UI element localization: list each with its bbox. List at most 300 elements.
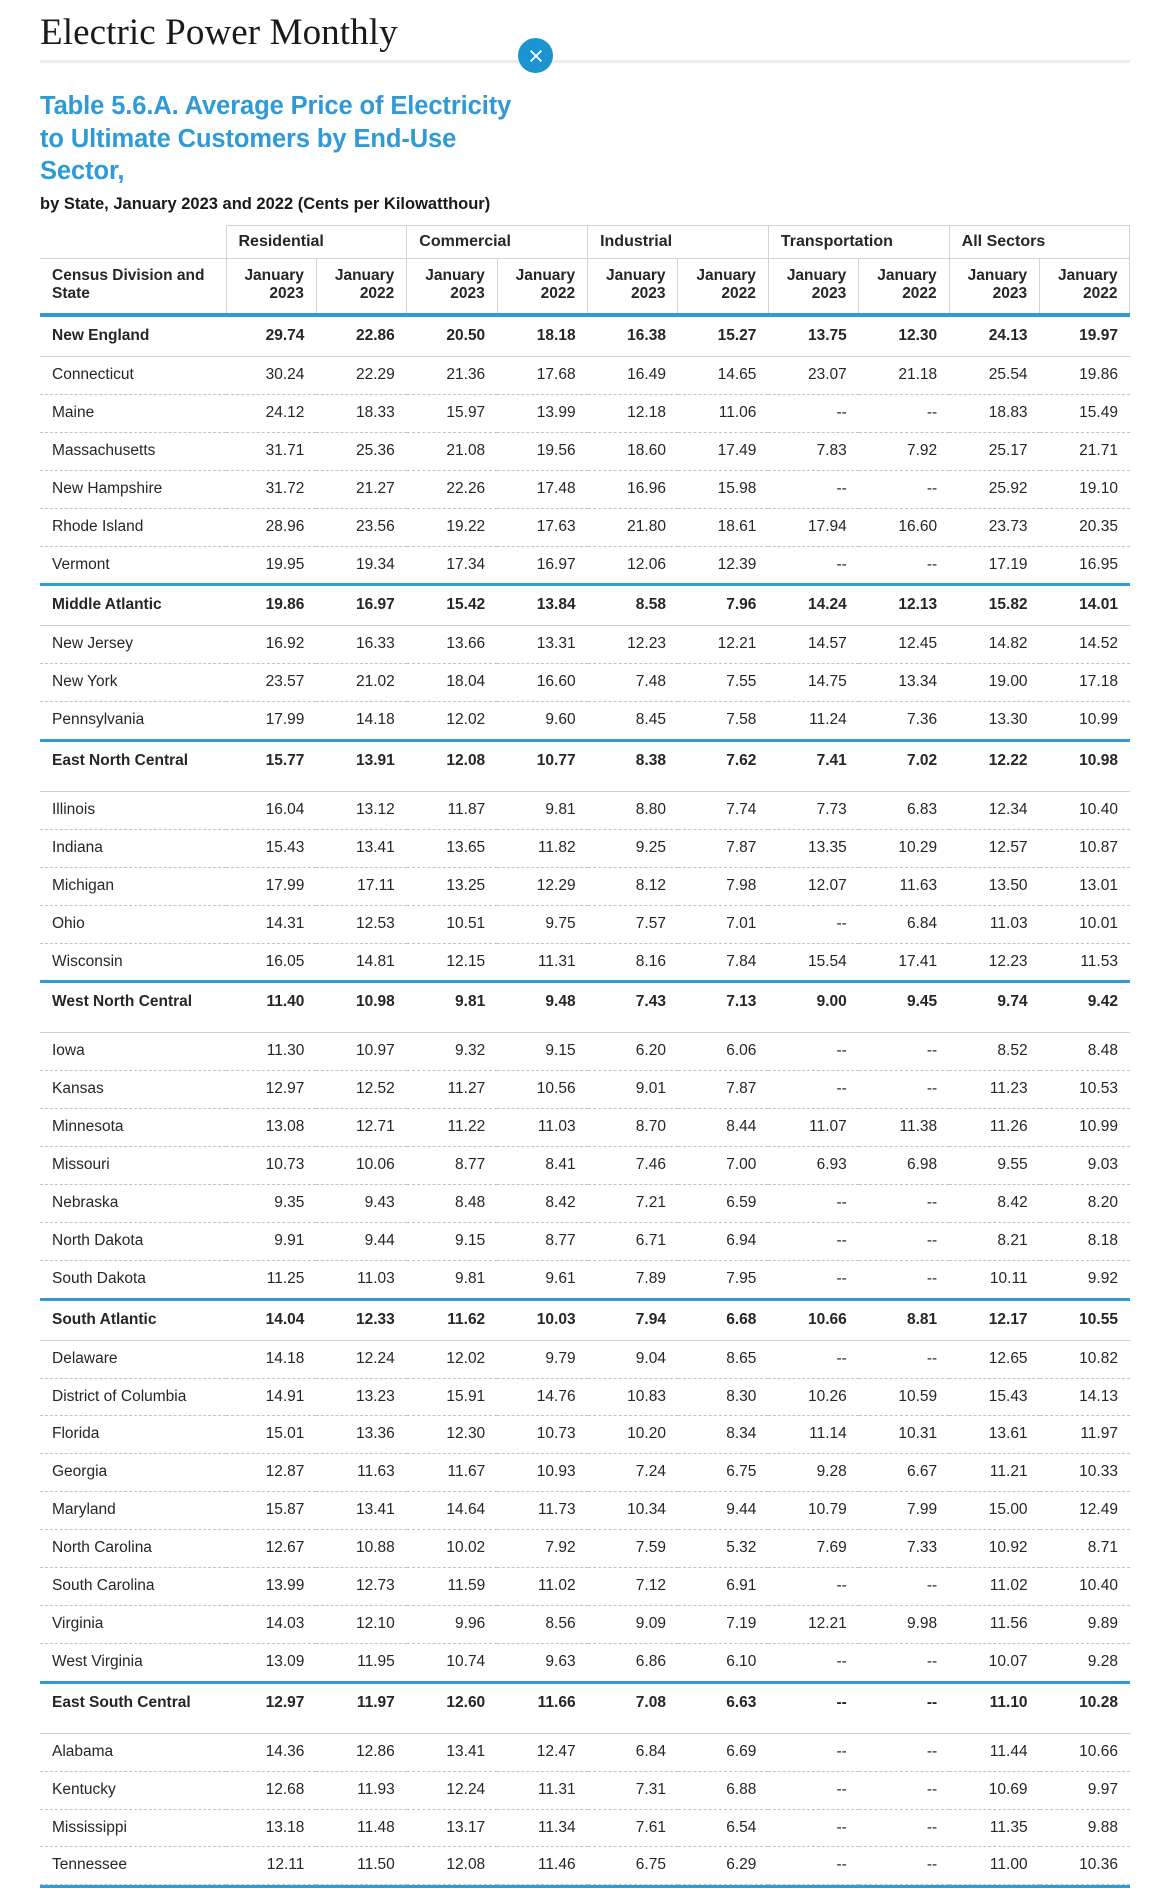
price-cell: 10.66 <box>768 1299 858 1340</box>
price-cell: 18.61 <box>678 508 768 546</box>
state-name: Pennsylvania <box>52 711 145 729</box>
price-cell: -- <box>836 1269 847 1287</box>
price-cell: 17.99 <box>265 711 305 729</box>
price-cell: 6.54 <box>678 1809 768 1847</box>
price-cell: 9.79 <box>497 1340 587 1378</box>
period-header-8 <box>949 258 1039 313</box>
state-name: Iowa <box>40 1033 226 1071</box>
state-name: Alabama <box>40 1733 226 1771</box>
price-cell: 11.66 <box>497 1682 587 1733</box>
sector-group-header-row <box>40 225 1130 258</box>
price-cell: 11.56 <box>949 1605 1039 1643</box>
price-cell: -- <box>768 1568 858 1606</box>
price-cell: 13.84 <box>497 585 587 626</box>
state-name: New Hampshire <box>40 470 226 508</box>
price-cell: 19.56 <box>497 432 587 470</box>
price-cell: 11.06 <box>678 394 768 432</box>
price-cell: 11.97 <box>316 1682 406 1733</box>
price-cell: 6.67 <box>859 1454 949 1492</box>
price-cell: 12.34 <box>949 791 1039 829</box>
price-cell: 19.00 <box>949 664 1039 702</box>
state-name: Illinois <box>40 791 226 829</box>
price-cell: 11.59 <box>407 1568 497 1606</box>
price-cell: 13.35 <box>768 829 858 867</box>
price-cell: 11.03 <box>497 1109 587 1147</box>
price-cell: 17.41 <box>898 952 938 970</box>
price-cell: 10.11 <box>989 1269 1028 1287</box>
price-cell: 9.28 <box>768 1454 858 1492</box>
price-cell: 21.08 <box>407 432 497 470</box>
price-cell: 11.67 <box>407 1454 497 1492</box>
price-cell: 12.08 <box>407 1847 497 1885</box>
price-cell: 12.11 <box>226 1847 316 1885</box>
period-header-2 <box>407 258 497 313</box>
sector-group-header-residential: Residential <box>226 225 407 258</box>
price-cell: 10.29 <box>859 829 949 867</box>
price-cell: 18.83 <box>949 394 1039 432</box>
price-cell: 11.63 <box>316 1454 406 1492</box>
price-cell: -- <box>926 1269 938 1287</box>
period-year: 2022 <box>721 284 756 302</box>
price-cell: 13.09 <box>265 1652 305 1670</box>
price-cell: 19.86 <box>1040 356 1130 394</box>
price-cell: 15.49 <box>1040 394 1130 432</box>
period-month: January <box>515 266 576 284</box>
table-row <box>40 470 1130 508</box>
price-cell: 19.86 <box>226 585 316 626</box>
header-divider <box>40 60 1130 63</box>
table-row <box>40 867 1130 905</box>
state-name: Virginia <box>40 1605 226 1643</box>
price-cell: 9.00 <box>768 982 858 1033</box>
price-cell: 9.04 <box>588 1340 678 1378</box>
price-cell: 17.19 <box>988 555 1028 573</box>
period-year: 2022 <box>1082 284 1118 302</box>
price-cell: 12.86 <box>316 1733 406 1771</box>
price-cell: 15.91 <box>407 1378 497 1416</box>
price-cell: -- <box>768 1771 858 1809</box>
price-cell: 7.31 <box>588 1771 678 1809</box>
price-cell: 30.24 <box>226 356 316 394</box>
price-cell: 9.61 <box>545 1269 576 1287</box>
price-cell: 12.49 <box>1040 1492 1130 1530</box>
price-cell: 12.21 <box>678 626 768 664</box>
price-cell: 7.46 <box>588 1147 678 1185</box>
table-row <box>40 394 1130 432</box>
price-cell: 14.57 <box>768 626 858 664</box>
price-cell: 8.30 <box>678 1378 768 1416</box>
price-cell: 11.97 <box>1040 1416 1130 1454</box>
price-cell: 12.23 <box>588 626 678 664</box>
table-row <box>40 664 1130 702</box>
state-name: Connecticut <box>40 356 226 394</box>
price-cell: 11.95 <box>357 1652 395 1670</box>
price-cell: 13.75 <box>768 317 858 356</box>
page-title: Electric Power Monthly <box>40 12 398 53</box>
price-cell: 7.36 <box>907 711 938 729</box>
price-cell: 6.10 <box>726 1652 757 1670</box>
table-foot <box>40 1885 1130 1888</box>
price-cell: 7.96 <box>678 585 768 626</box>
price-cell: 11.40 <box>226 982 316 1033</box>
table-row <box>40 626 1130 664</box>
price-cell: 25.36 <box>316 432 406 470</box>
price-cell: 8.21 <box>949 1222 1039 1260</box>
price-cell: 10.28 <box>1040 1682 1130 1733</box>
period-header-1 <box>316 258 406 313</box>
price-cell: 10.73 <box>226 1147 316 1185</box>
price-cell: 9.60 <box>545 711 576 729</box>
price-cell: 8.38 <box>588 741 678 792</box>
price-cell: 13.91 <box>316 741 406 792</box>
price-cell: 11.44 <box>949 1733 1039 1771</box>
price-cell: 12.17 <box>949 1299 1039 1340</box>
price-cell: 7.59 <box>588 1530 678 1568</box>
state-name: Wisconsin <box>52 952 123 970</box>
price-cell: 14.04 <box>226 1299 316 1340</box>
price-cell: 8.80 <box>588 791 678 829</box>
price-cell: 11.24 <box>809 711 847 729</box>
group-header-spacer <box>40 225 226 258</box>
price-cell: -- <box>859 1682 949 1733</box>
price-cell: 12.15 <box>446 952 486 970</box>
price-cell: 14.01 <box>1040 585 1130 626</box>
state-name: Mississippi <box>40 1809 226 1847</box>
price-cell: 7.87 <box>678 1071 768 1109</box>
period-header-3 <box>497 258 587 313</box>
price-cell: 15.77 <box>226 741 316 792</box>
price-cell: 17.63 <box>497 508 587 546</box>
price-cell: 11.26 <box>949 1109 1039 1147</box>
period-year: 2022 <box>902 284 937 302</box>
price-cell: 10.97 <box>316 1033 406 1071</box>
price-cell: 11.82 <box>497 829 587 867</box>
region-row <box>40 585 1130 626</box>
price-cell: 15.87 <box>226 1492 316 1530</box>
price-cell: 11.23 <box>949 1071 1039 1109</box>
price-cell: 7.24 <box>588 1454 678 1492</box>
price-cell: 9.81 <box>497 791 587 829</box>
price-cell: 20.35 <box>1040 508 1130 546</box>
price-cell: 9.81 <box>407 982 497 1033</box>
state-name: Minnesota <box>40 1109 226 1147</box>
price-cell: 11.35 <box>949 1809 1039 1847</box>
price-cell: 17.11 <box>316 867 406 905</box>
price-cell: 9.42 <box>1040 982 1130 1033</box>
price-cell: -- <box>926 1652 938 1670</box>
price-cell: 28.96 <box>226 508 316 546</box>
price-cell: 13.66 <box>407 626 497 664</box>
price-cell: -- <box>859 1071 949 1109</box>
sector-group-header-commercial: Commercial <box>407 225 588 258</box>
price-cell: 7.61 <box>588 1809 678 1847</box>
price-cell: 15.27 <box>678 317 768 356</box>
region-row <box>40 741 1130 792</box>
price-cell: 6.59 <box>678 1185 768 1223</box>
price-cell: 7.69 <box>768 1530 858 1568</box>
price-cell: 23.56 <box>316 508 406 546</box>
price-cell: 13.23 <box>316 1378 406 1416</box>
price-cell: 8.48 <box>1040 1033 1130 1071</box>
state-name: Massachusetts <box>40 432 226 470</box>
price-cell: 21.02 <box>316 664 406 702</box>
period-month: January <box>786 266 847 284</box>
price-cell: 13.17 <box>407 1809 497 1847</box>
table-row <box>40 1771 1130 1809</box>
price-cell: 9.15 <box>407 1222 497 1260</box>
price-cell: 10.93 <box>497 1454 587 1492</box>
price-cell: 6.84 <box>859 905 949 943</box>
price-cell: 14.91 <box>226 1378 316 1416</box>
price-cell: 8.81 <box>859 1299 949 1340</box>
stub-header: Census Division and State <box>40 258 226 313</box>
price-cell: 31.71 <box>226 432 316 470</box>
price-cell: 7.98 <box>678 867 768 905</box>
sector-group-header-all-sectors: All Sectors <box>949 225 1130 258</box>
price-cell: 15.54 <box>807 952 847 970</box>
price-cell: 17.99 <box>226 867 316 905</box>
table-row <box>40 1185 1130 1223</box>
table-row <box>40 791 1130 829</box>
price-cell: 10.59 <box>859 1378 949 1416</box>
price-cell: 16.95 <box>1079 555 1118 573</box>
price-cell: 21.80 <box>588 508 678 546</box>
price-cell: 11.31 <box>497 1771 587 1809</box>
price-cell: 8.65 <box>678 1340 768 1378</box>
price-cell: 9.91 <box>226 1222 316 1260</box>
price-cell: 12.33 <box>316 1299 406 1340</box>
price-cell: 14.03 <box>226 1605 316 1643</box>
price-cell: 12.06 <box>627 555 666 573</box>
table-row <box>40 1260 1130 1299</box>
table-row <box>40 1530 1130 1568</box>
price-cell: 6.93 <box>768 1147 858 1185</box>
price-cell: 9.55 <box>949 1147 1039 1185</box>
price-cell: 7.94 <box>588 1299 678 1340</box>
price-cell: 12.45 <box>859 626 949 664</box>
price-cell: 10.40 <box>1040 791 1130 829</box>
price-cell: 9.97 <box>1040 1771 1130 1809</box>
state-name: Rhode Island <box>40 508 226 546</box>
price-cell: 6.20 <box>588 1033 678 1071</box>
price-cell: 9.44 <box>316 1222 406 1260</box>
state-name: Maryland <box>40 1492 226 1530</box>
price-cell: 7.92 <box>859 432 949 470</box>
price-cell: 12.87 <box>226 1454 316 1492</box>
table-row <box>40 1454 1130 1492</box>
table-row <box>40 702 1130 741</box>
state-name: South Carolina <box>40 1568 226 1606</box>
price-cell: 10.87 <box>1040 829 1130 867</box>
price-cell: 13.36 <box>316 1416 406 1454</box>
price-cell: 7.00 <box>678 1147 768 1185</box>
price-cell: 14.18 <box>356 711 395 729</box>
price-cell: -- <box>859 394 949 432</box>
price-cell: 8.77 <box>407 1147 497 1185</box>
price-cell: 11.87 <box>407 791 497 829</box>
period-header-5 <box>678 258 768 313</box>
price-cell: 11.53 <box>1080 952 1118 970</box>
price-cell: 9.92 <box>1087 1269 1118 1287</box>
price-cell: 9.81 <box>455 1269 486 1287</box>
price-cell: 6.69 <box>678 1733 768 1771</box>
price-cell: -- <box>768 1340 858 1378</box>
table-row <box>40 1643 1130 1682</box>
price-cell: -- <box>859 1340 949 1378</box>
price-cell: 15.43 <box>226 829 316 867</box>
price-cell: 10.99 <box>1040 1109 1130 1147</box>
price-cell: 18.04 <box>407 664 497 702</box>
price-cell: 7.08 <box>588 1682 678 1733</box>
table-row <box>40 1809 1130 1847</box>
price-cell: 24.12 <box>226 394 316 432</box>
price-cell: 14.76 <box>497 1378 587 1416</box>
price-cell: 6.83 <box>859 791 949 829</box>
state-name: Maine <box>40 394 226 432</box>
period-header-row <box>40 258 1130 313</box>
price-cell: 8.20 <box>1040 1185 1130 1223</box>
price-cell: 11.14 <box>768 1416 858 1454</box>
price-cell: -- <box>768 1185 858 1223</box>
price-cell: 8.70 <box>588 1109 678 1147</box>
price-cell: 25.92 <box>949 470 1039 508</box>
price-cell: 22.29 <box>316 356 406 394</box>
price-cell: 14.36 <box>226 1733 316 1771</box>
price-cell: 16.96 <box>588 470 678 508</box>
price-cell: 10.99 <box>1079 711 1118 729</box>
price-cell: 16.97 <box>536 555 576 573</box>
price-cell: -- <box>768 1847 858 1885</box>
price-cell: 14.65 <box>678 356 768 394</box>
price-cell: 12.30 <box>859 317 949 356</box>
price-cell: 17.68 <box>497 356 587 394</box>
electricity-price-table <box>40 225 1130 1888</box>
price-cell: 15.00 <box>949 1492 1039 1530</box>
price-cell: 7.92 <box>497 1530 587 1568</box>
price-cell: 16.60 <box>859 508 949 546</box>
price-cell: 10.36 <box>1040 1847 1130 1885</box>
price-cell: 16.33 <box>316 626 406 664</box>
price-cell: 12.52 <box>316 1071 406 1109</box>
close-button[interactable] <box>518 38 553 73</box>
price-cell: 6.91 <box>678 1568 768 1606</box>
price-cell: 8.71 <box>1040 1530 1130 1568</box>
price-cell: 10.40 <box>1040 1568 1130 1606</box>
price-cell: 12.60 <box>407 1682 497 1733</box>
price-cell: 6.94 <box>678 1222 768 1260</box>
price-cell: 10.34 <box>588 1492 678 1530</box>
table-body <box>40 317 1130 1885</box>
price-cell: 5.32 <box>678 1530 768 1568</box>
price-cell: 20.50 <box>407 317 497 356</box>
price-cell: 7.02 <box>859 741 949 792</box>
table-row <box>40 1071 1130 1109</box>
state-name: Indiana <box>40 829 226 867</box>
period-header-9 <box>1040 258 1130 313</box>
price-cell: -- <box>859 1733 949 1771</box>
price-cell: 14.64 <box>407 1492 497 1530</box>
price-cell: 13.50 <box>949 867 1039 905</box>
period-month: January <box>334 266 395 284</box>
price-cell: 10.03 <box>497 1299 587 1340</box>
price-cell: 14.24 <box>768 585 858 626</box>
price-cell: 17.34 <box>446 555 486 573</box>
price-cell: -- <box>768 1682 858 1733</box>
price-cell: 10.20 <box>588 1416 678 1454</box>
price-cell: 12.13 <box>859 585 949 626</box>
region-row <box>40 317 1130 356</box>
price-cell: 16.92 <box>226 626 316 664</box>
price-cell: -- <box>768 905 858 943</box>
price-cell: 14.82 <box>949 626 1039 664</box>
table-container <box>40 225 1130 1888</box>
price-cell: 7.74 <box>678 791 768 829</box>
state-name: Kansas <box>40 1071 226 1109</box>
price-cell: 23.73 <box>949 508 1039 546</box>
price-cell: 9.43 <box>316 1185 406 1223</box>
price-cell: -- <box>926 555 938 573</box>
price-cell: -- <box>859 1568 949 1606</box>
price-cell: 14.81 <box>356 952 395 970</box>
table-row <box>40 1733 1130 1771</box>
price-cell: 12.24 <box>407 1771 497 1809</box>
price-cell: 25.17 <box>949 432 1039 470</box>
price-cell: 12.65 <box>949 1340 1039 1378</box>
price-cell: 15.97 <box>407 394 497 432</box>
price-cell: 11.46 <box>497 1847 587 1885</box>
price-cell: 10.33 <box>1040 1454 1130 1492</box>
table-row <box>40 432 1130 470</box>
price-cell: 6.98 <box>859 1147 949 1185</box>
period-header-0 <box>226 258 316 313</box>
price-cell: 11.00 <box>949 1847 1039 1885</box>
price-cell: -- <box>859 1847 949 1885</box>
price-cell: 18.18 <box>497 317 587 356</box>
price-cell: 19.95 <box>265 555 305 573</box>
price-cell: -- <box>768 394 858 432</box>
state-name: Nebraska <box>40 1185 226 1223</box>
price-cell: 11.30 <box>226 1033 316 1071</box>
price-cell: 13.30 <box>988 711 1028 729</box>
price-cell: 8.41 <box>497 1147 587 1185</box>
price-cell: 9.25 <box>588 829 678 867</box>
price-cell: 16.49 <box>588 356 678 394</box>
state-name: North Dakota <box>40 1222 226 1260</box>
region-name: East South Central <box>40 1682 226 1733</box>
period-header-4 <box>588 258 678 313</box>
price-cell: 19.34 <box>356 555 395 573</box>
footer-accent-rule <box>40 1885 1130 1888</box>
table-row <box>40 829 1130 867</box>
price-cell: 9.32 <box>407 1033 497 1071</box>
price-cell: 10.53 <box>1040 1071 1130 1109</box>
price-cell: 8.77 <box>497 1222 587 1260</box>
price-cell: -- <box>859 1033 949 1071</box>
price-cell: 12.22 <box>949 741 1039 792</box>
period-header-7 <box>859 258 949 313</box>
price-cell: 13.65 <box>407 829 497 867</box>
state-name: Delaware <box>40 1340 226 1378</box>
price-cell: 9.03 <box>1040 1147 1130 1185</box>
price-cell: 11.21 <box>949 1454 1039 1492</box>
price-cell: 13.12 <box>316 791 406 829</box>
price-cell: 10.66 <box>1040 1733 1130 1771</box>
region-row <box>40 1682 1130 1733</box>
price-cell: 10.55 <box>1040 1299 1130 1340</box>
price-cell: 10.02 <box>407 1530 497 1568</box>
price-cell: 10.01 <box>1040 905 1130 943</box>
price-cell: 13.99 <box>497 394 587 432</box>
